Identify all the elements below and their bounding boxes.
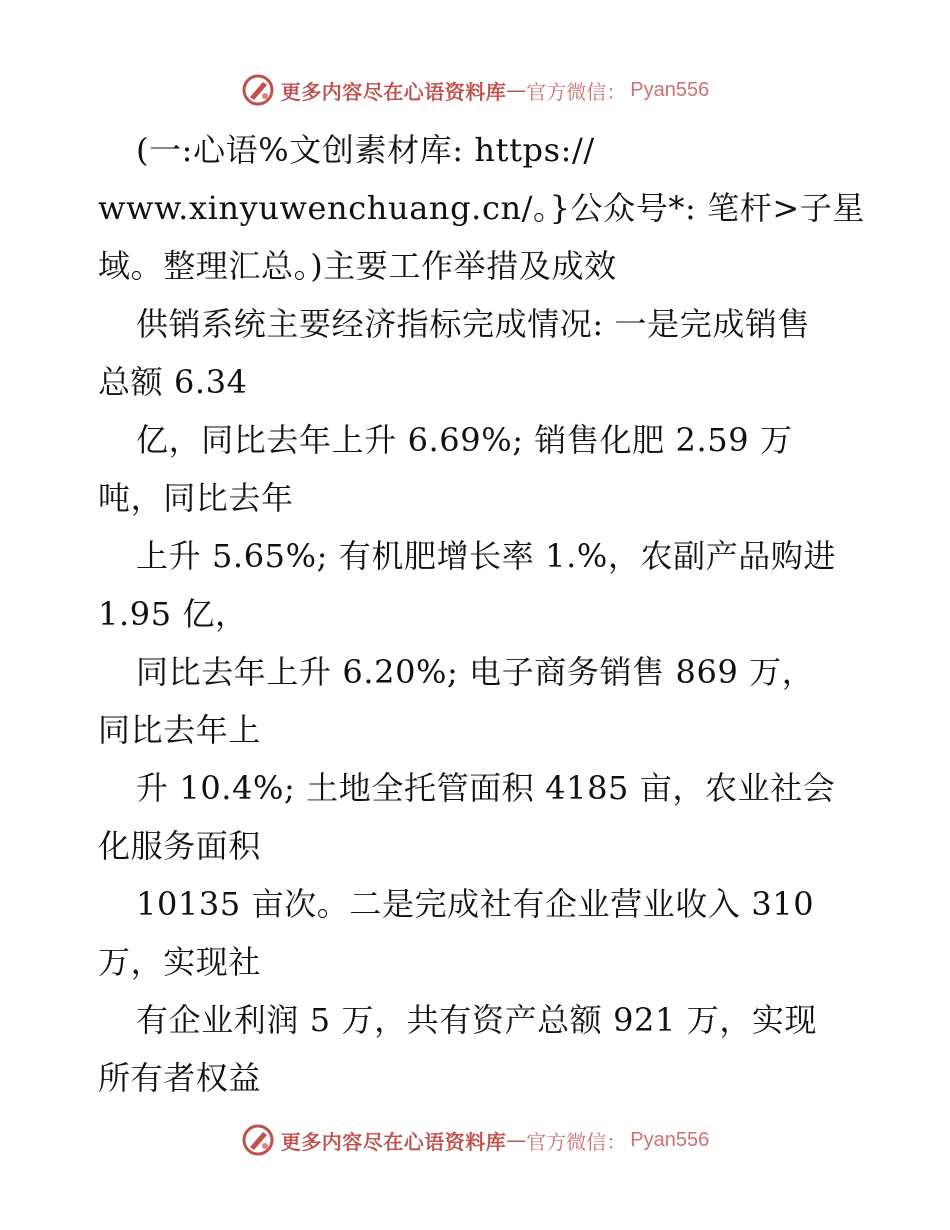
text-line: 域。整理汇总。)主要工作举措及成效 <box>98 247 617 285</box>
text-line: 1.95 亿， <box>98 595 248 633</box>
banner-wechat-handle: Pyan556 <box>630 78 710 101</box>
document-body <box>98 121 878 1107</box>
brand-logo-icon <box>241 73 275 107</box>
text-line: 同比去年上升 6.20%; 电子商务销售 869 万， <box>136 653 815 691</box>
header-banner <box>0 68 950 112</box>
text-line: 升 10.4%; 土地全托管面积 4185 亩，农业社会 <box>136 769 836 807</box>
footer-banner <box>0 1118 950 1162</box>
banner-wechat-label: 官方微信： <box>526 1129 627 1154</box>
text-line: 总额 6.34 <box>98 363 248 401</box>
text-line: 10135 亩次。二是完成社有企业营业收入 310 <box>136 885 815 923</box>
text-line: 化服务面积 <box>98 827 262 865</box>
text-line: 万，实现社 <box>98 943 262 981</box>
banner-title: 更多内容尽在心语资料库 <box>280 1129 507 1154</box>
banner-dash: — <box>506 78 527 102</box>
text-line: 供销系统主要经济指标完成情况: 一是完成销售 <box>136 305 811 343</box>
banner-title: 更多内容尽在心语资料库 <box>280 79 507 104</box>
banner-dash: — <box>506 1128 527 1152</box>
text-line: 上升 5.65%; 有机肥增长率 1.%，农副产品购进 <box>136 537 837 575</box>
banner-wechat-handle: Pyan556 <box>630 1128 710 1151</box>
text-line: 有企业利润 5 万，共有资产总额 921 万，实现 <box>136 1001 818 1039</box>
text-line: 吨，同比去年 <box>98 479 294 517</box>
text-line: 所有者权益 <box>98 1059 262 1097</box>
text-line: 亿，同比去年上升 6.69%; 销售化肥 2.59 万 <box>136 421 793 459</box>
text-line: www.xinyuwenchuang.cn/。}公众号*: 笔杆>子星 <box>98 189 865 227</box>
text-line: (一:心语%文创素材库: https:// <box>136 131 595 169</box>
text-line: 同比去年上 <box>98 711 262 749</box>
banner-wechat-label: 官方微信： <box>526 79 627 104</box>
brand-logo-icon <box>241 1123 275 1157</box>
